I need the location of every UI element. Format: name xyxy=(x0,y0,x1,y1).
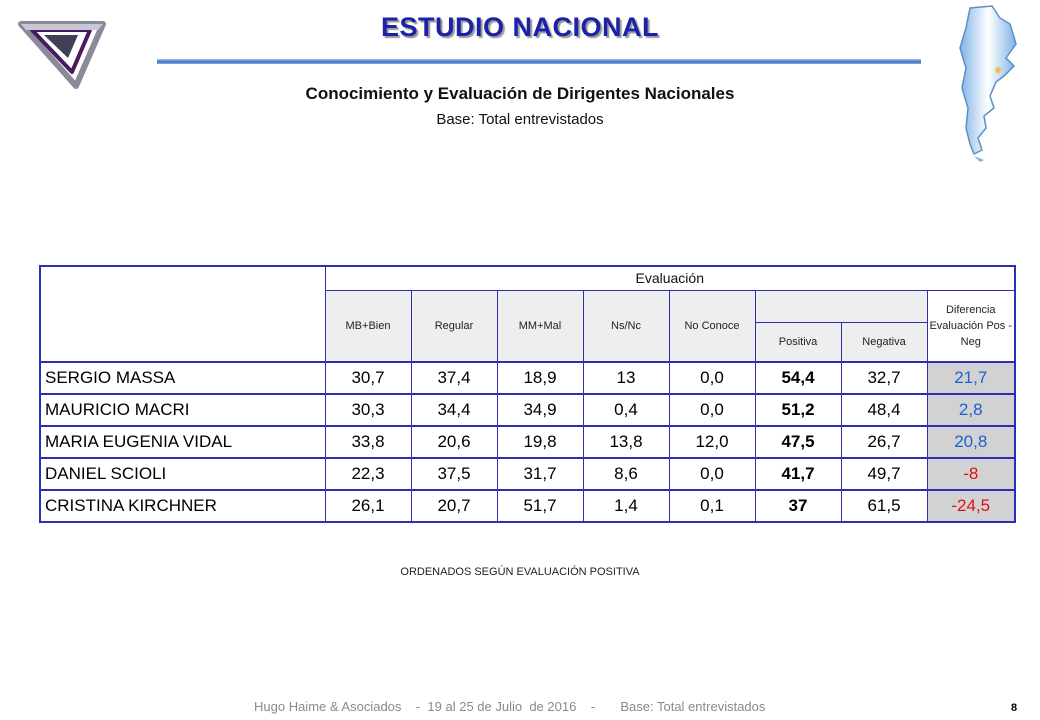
cell-negativa: 32,7 xyxy=(841,362,927,394)
cell-regular: 20,7 xyxy=(411,490,497,522)
cell-diferencia: -8 xyxy=(927,458,1015,490)
cell-mb-bien: 22,3 xyxy=(325,458,411,490)
evaluation-table xyxy=(39,265,1016,523)
cell-positiva: 54,4 xyxy=(755,362,841,394)
table-row xyxy=(40,458,1015,490)
base-label: Base: Total entrevistados xyxy=(436,111,604,128)
cell-diferencia: 2,8 xyxy=(927,394,1015,426)
row-name: SERGIO MASSA xyxy=(40,362,325,394)
cell-no-conoce: 0,1 xyxy=(669,490,755,522)
cell-mm-mal: 19,8 xyxy=(497,426,583,458)
col-header-negativa: Negativa xyxy=(841,322,927,362)
table-row xyxy=(40,490,1015,522)
cell-mm-mal: 31,7 xyxy=(497,458,583,490)
cell-mm-mal: 34,9 xyxy=(497,394,583,426)
row-name: MARIA EUGENIA VIDAL xyxy=(40,426,325,458)
group-header-evaluacion: Evaluación xyxy=(325,266,1015,290)
cell-diferencia: 20,8 xyxy=(927,426,1015,458)
col-header-ns-nc: Ns/Nc xyxy=(583,290,669,362)
cell-negativa: 26,7 xyxy=(841,426,927,458)
cell-mb-bien: 26,1 xyxy=(325,490,411,522)
cell-diferencia: 21,7 xyxy=(927,362,1015,394)
col-header-positiva: Positiva xyxy=(755,322,841,362)
col-header-regular: Regular xyxy=(411,290,497,362)
cell-regular: 20,6 xyxy=(411,426,497,458)
table-row xyxy=(40,362,1015,394)
table-corner-cell xyxy=(40,266,325,362)
cell-mm-mal: 51,7 xyxy=(497,490,583,522)
table-row xyxy=(40,394,1015,426)
row-name: MAURICIO MACRI xyxy=(40,394,325,426)
footer-text: Hugo Haime & Asociados - 19 al 25 de Julio de 2016 - Base: Total entrevistados xyxy=(254,699,766,714)
cell-no-conoce: 0,0 xyxy=(669,394,755,426)
cell-no-conoce: 12,0 xyxy=(669,426,755,458)
title-divider xyxy=(157,59,921,64)
row-name: CRISTINA KIRCHNER xyxy=(40,490,325,522)
cell-no-conoce: 0,0 xyxy=(669,362,755,394)
cell-ns-nc: 13 xyxy=(583,362,669,394)
cell-negativa: 48,4 xyxy=(841,394,927,426)
positiva-negativa-group xyxy=(755,290,927,322)
page-subtitle: Conocimiento y Evaluación de Dirigentes Nacionales xyxy=(305,84,735,103)
cell-diferencia: -24,5 xyxy=(927,490,1015,522)
col-header-mb-bien: MB+Bien xyxy=(325,290,411,362)
cell-no-conoce: 0,0 xyxy=(669,458,755,490)
cell-negativa: 49,7 xyxy=(841,458,927,490)
col-header-no-conoce: No Conoce xyxy=(669,290,755,362)
row-name: DANIEL SCIOLI xyxy=(40,458,325,490)
col-header-diferencia: Diferencia Evaluación Pos - Neg xyxy=(927,290,1015,362)
cell-positiva: 51,2 xyxy=(755,394,841,426)
cell-regular: 37,5 xyxy=(411,458,497,490)
page-number: 8 xyxy=(1011,702,1018,714)
cell-regular: 37,4 xyxy=(411,362,497,394)
cell-mm-mal: 18,9 xyxy=(497,362,583,394)
argentina-map-icon xyxy=(940,4,1036,164)
cell-ns-nc: 0,4 xyxy=(583,394,669,426)
cell-mb-bien: 33,8 xyxy=(325,426,411,458)
col-header-mm-mal: MM+Mal xyxy=(497,290,583,362)
cell-regular: 34,4 xyxy=(411,394,497,426)
cell-mb-bien: 30,7 xyxy=(325,362,411,394)
table-row xyxy=(40,426,1015,458)
cell-ns-nc: 13,8 xyxy=(583,426,669,458)
sort-note: ORDENADOS SEGÚN EVALUACIÓN POSITIVA xyxy=(400,566,640,578)
cell-mb-bien: 30,3 xyxy=(325,394,411,426)
cell-ns-nc: 8,6 xyxy=(583,458,669,490)
cell-positiva: 41,7 xyxy=(755,458,841,490)
cell-positiva: 37 xyxy=(755,490,841,522)
cell-negativa: 61,5 xyxy=(841,490,927,522)
page-title: ESTUDIO NACIONAL xyxy=(381,12,659,42)
cell-positiva: 47,5 xyxy=(755,426,841,458)
cell-ns-nc: 1,4 xyxy=(583,490,669,522)
